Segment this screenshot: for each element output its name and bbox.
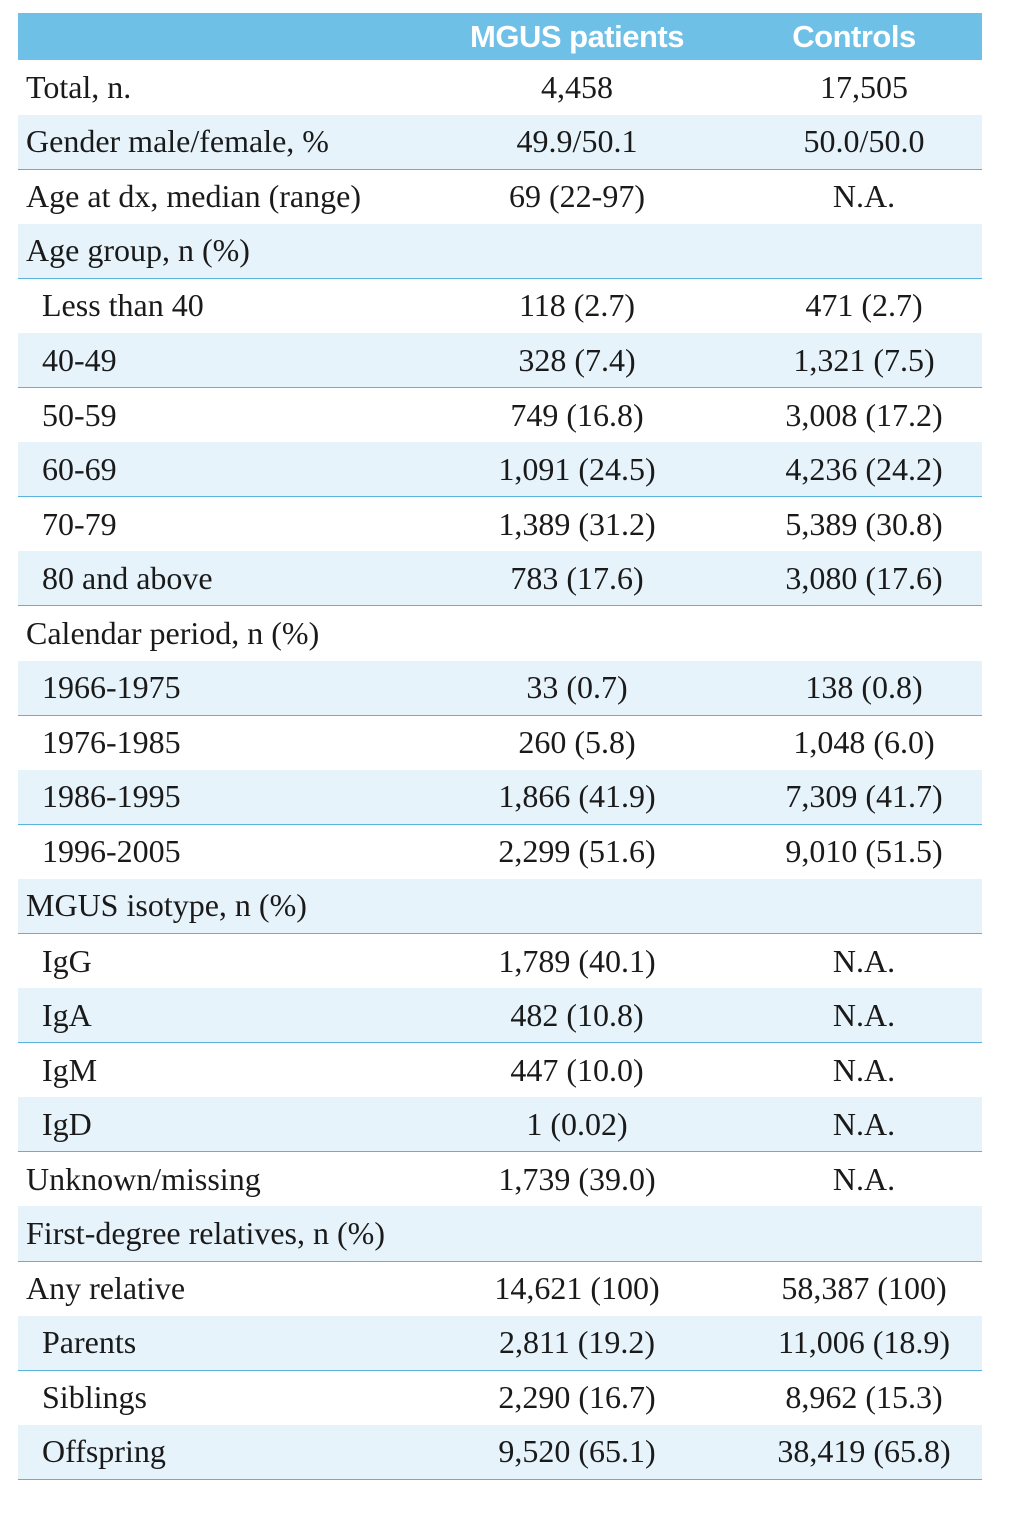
table-row	[18, 115, 982, 170]
table-row	[18, 551, 982, 606]
table-row	[18, 934, 982, 989]
row-controls-value: 3,008 (17.2)	[785, 396, 943, 433]
row-label: Age at dx, median (range)	[26, 178, 361, 215]
table-row	[18, 497, 982, 552]
table-row	[18, 60, 982, 115]
table-row	[18, 1370, 982, 1425]
row-label: Less than 40	[42, 287, 204, 324]
table-row	[18, 824, 982, 879]
row-mgus-value: 2,811 (19.2)	[428, 1316, 726, 1371]
row-controls-value	[726, 879, 982, 934]
row-label: Unknown/missing	[26, 1160, 261, 1197]
row-controls-value: 11,006 (18.9)	[726, 1316, 982, 1371]
table-row	[18, 1425, 982, 1480]
table-row	[18, 1043, 982, 1098]
row-mgus-value: 49.9/50.1	[428, 115, 726, 170]
table-row	[18, 278, 982, 333]
row-controls-value: 38,419 (65.8)	[726, 1425, 982, 1480]
row-mgus-value: 1,091 (24.5)	[428, 442, 726, 497]
section-label: MGUS isotype, n (%)	[18, 879, 428, 934]
row-controls-value: 7,309 (41.7)	[726, 770, 982, 825]
row-mgus-value: 328 (7.4)	[428, 333, 726, 388]
row-label: Gender male/female, %	[18, 115, 428, 170]
row-label: 80 and above	[18, 551, 428, 606]
row-controls-value: 138 (0.8)	[726, 661, 982, 716]
table-row	[18, 1097, 982, 1152]
row-mgus-value: 1,739 (39.0)	[498, 1160, 656, 1197]
row-mgus-value: 749 (16.8)	[510, 396, 644, 433]
header-label-cell	[18, 13, 428, 60]
row-mgus-value	[428, 606, 726, 661]
row-label: 1996-2005	[42, 833, 181, 870]
row-controls-value: 1,048 (6.0)	[793, 724, 935, 761]
row-mgus-value: 1 (0.02)	[428, 1097, 726, 1152]
row-mgus-value	[428, 879, 726, 934]
table-section-row	[18, 879, 982, 934]
row-mgus-value: 9,520 (65.1)	[428, 1425, 726, 1480]
row-mgus-value: 2,299 (51.6)	[498, 833, 656, 870]
table-row	[18, 715, 982, 770]
row-label: 70-79	[42, 505, 117, 542]
table-row	[18, 169, 982, 224]
row-controls-value: 58,387 (100)	[781, 1270, 947, 1307]
row-label: Total, n.	[26, 68, 132, 105]
section-label: Age group, n (%)	[18, 224, 428, 279]
table-row	[18, 333, 982, 388]
row-mgus-value: 2,290 (16.7)	[498, 1379, 656, 1416]
table-header-row	[18, 13, 982, 60]
table-section-row	[18, 1206, 982, 1261]
row-label: 1966-1975	[18, 661, 428, 716]
row-controls-value: 1,321 (7.5)	[726, 333, 982, 388]
row-label: 1986-1995	[18, 770, 428, 825]
header-controls: Controls	[792, 18, 916, 54]
row-label: 60-69	[18, 442, 428, 497]
row-controls-value: 8,962 (15.3)	[785, 1379, 943, 1416]
row-mgus-value: 1,789 (40.1)	[498, 942, 656, 979]
characteristics-table-container	[18, 13, 982, 1480]
row-mgus-value	[428, 224, 726, 279]
table-row	[18, 442, 982, 497]
table-row	[18, 988, 982, 1043]
row-controls-value: N.A.	[726, 1097, 982, 1152]
row-controls-value: N.A.	[832, 1160, 896, 1197]
table-row	[18, 661, 982, 716]
table-row	[18, 1152, 982, 1207]
table-row	[18, 1261, 982, 1316]
row-controls-value: 471 (2.7)	[805, 287, 923, 324]
row-label: 50-59	[42, 396, 117, 433]
row-controls-value: N.A.	[832, 178, 896, 215]
row-controls-value	[726, 224, 982, 279]
row-mgus-value: 1,866 (41.9)	[428, 770, 726, 825]
row-mgus-value	[428, 1206, 726, 1261]
row-controls-value: 9,010 (51.5)	[785, 833, 943, 870]
row-controls-value: 5,389 (30.8)	[785, 505, 943, 542]
row-controls-value: N.A.	[832, 942, 896, 979]
row-controls-value	[726, 1206, 982, 1261]
row-controls-value: 3,080 (17.6)	[726, 551, 982, 606]
row-mgus-value: 783 (17.6)	[428, 551, 726, 606]
row-mgus-value: 1,389 (31.2)	[498, 505, 656, 542]
header-mgus-patients: MGUS patients	[470, 18, 684, 54]
row-mgus-value: 14,621 (100)	[494, 1270, 660, 1307]
row-controls-value: 4,236 (24.2)	[726, 442, 982, 497]
row-label: IgD	[18, 1097, 428, 1152]
row-mgus-value: 482 (10.8)	[428, 988, 726, 1043]
row-controls-value: 50.0/50.0	[726, 115, 982, 170]
row-mgus-value: 4,458	[541, 68, 613, 105]
table-section-row	[18, 224, 982, 279]
table-row	[18, 1316, 982, 1371]
row-label: Siblings	[42, 1379, 147, 1416]
row-label: Any relative	[26, 1270, 186, 1307]
row-mgus-value: 69 (22-97)	[509, 178, 645, 215]
row-label: Parents	[18, 1316, 428, 1371]
row-mgus-value: 33 (0.7)	[428, 661, 726, 716]
section-label: First-degree relatives, n (%)	[18, 1206, 428, 1261]
row-controls-value: N.A.	[832, 1051, 896, 1088]
row-label: IgA	[18, 988, 428, 1043]
row-label: Offspring	[18, 1425, 428, 1480]
row-mgus-value: 118 (2.7)	[518, 287, 636, 324]
section-label: Calendar period, n (%)	[26, 614, 320, 651]
row-controls-value: 17,505	[820, 68, 908, 105]
row-mgus-value: 260 (5.8)	[518, 724, 636, 761]
row-controls-value: N.A.	[726, 988, 982, 1043]
row-controls-value	[726, 606, 982, 661]
row-mgus-value: 447 (10.0)	[510, 1051, 644, 1088]
table-section-row	[18, 606, 982, 661]
table-row	[18, 770, 982, 825]
row-label: IgM	[42, 1051, 98, 1088]
row-label: IgG	[42, 942, 92, 979]
row-label: 1976-1985	[42, 724, 181, 761]
characteristics-table	[18, 13, 982, 1480]
row-label: 40-49	[18, 333, 428, 388]
table-row	[18, 388, 982, 443]
